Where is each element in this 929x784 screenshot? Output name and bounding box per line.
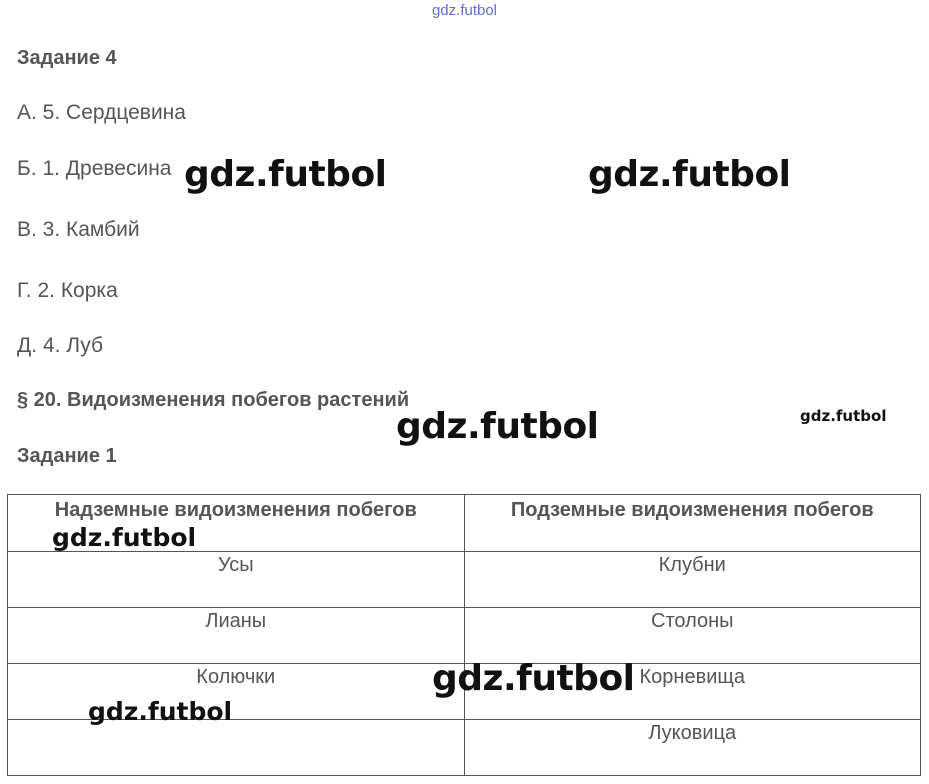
cell-text: Корневища: [639, 666, 745, 688]
table-row: [8, 720, 921, 776]
answer-d: Д. 4. Луб: [17, 334, 104, 357]
task1-heading: Задание 1: [17, 445, 117, 467]
cell-text: Клубни: [658, 554, 726, 576]
section-title: § 20. Видоизменения побегов растений: [17, 389, 410, 411]
answer-b: Б. 1. Древесина: [17, 157, 172, 180]
watermark: gdz.futbol: [88, 697, 233, 726]
cell-text: [8, 720, 464, 722]
cell-text: Усы: [217, 554, 254, 576]
table-row: [8, 608, 921, 664]
task4-heading: Задание 4: [17, 47, 117, 69]
table-cell: [464, 608, 921, 664]
watermark: gdz.futbol: [432, 658, 635, 699]
answer-v: В. 3. Камбий: [17, 218, 140, 241]
table-cell: [8, 664, 465, 720]
watermark: gdz.futbol: [396, 406, 599, 447]
answer-g: Г. 2. Корка: [17, 279, 118, 302]
table-row: [8, 552, 921, 608]
table-cell: [464, 552, 921, 608]
table-cell: [464, 720, 921, 776]
table-cell: [8, 720, 465, 776]
header-underground: Подземные видоизменения побегов: [464, 495, 921, 552]
watermark: gdz.futbol: [800, 407, 887, 425]
top-watermark: gdz.futbol: [431, 2, 498, 19]
cell-text: Лианы: [205, 610, 267, 632]
table-cell: [8, 552, 465, 608]
watermark: gdz.futbol: [588, 154, 791, 195]
table-cell: [8, 608, 465, 664]
watermark: gdz.futbol: [184, 154, 387, 195]
cell-text: Колючки: [196, 666, 276, 688]
header-aboveground: Надземные видоизменения побегов: [8, 495, 465, 552]
answer-a: А. 5. Сердцевина: [17, 101, 186, 124]
cell-text: Луковица: [648, 722, 737, 744]
watermark: gdz.futbol: [52, 523, 197, 552]
cell-text: Столоны: [651, 610, 734, 632]
